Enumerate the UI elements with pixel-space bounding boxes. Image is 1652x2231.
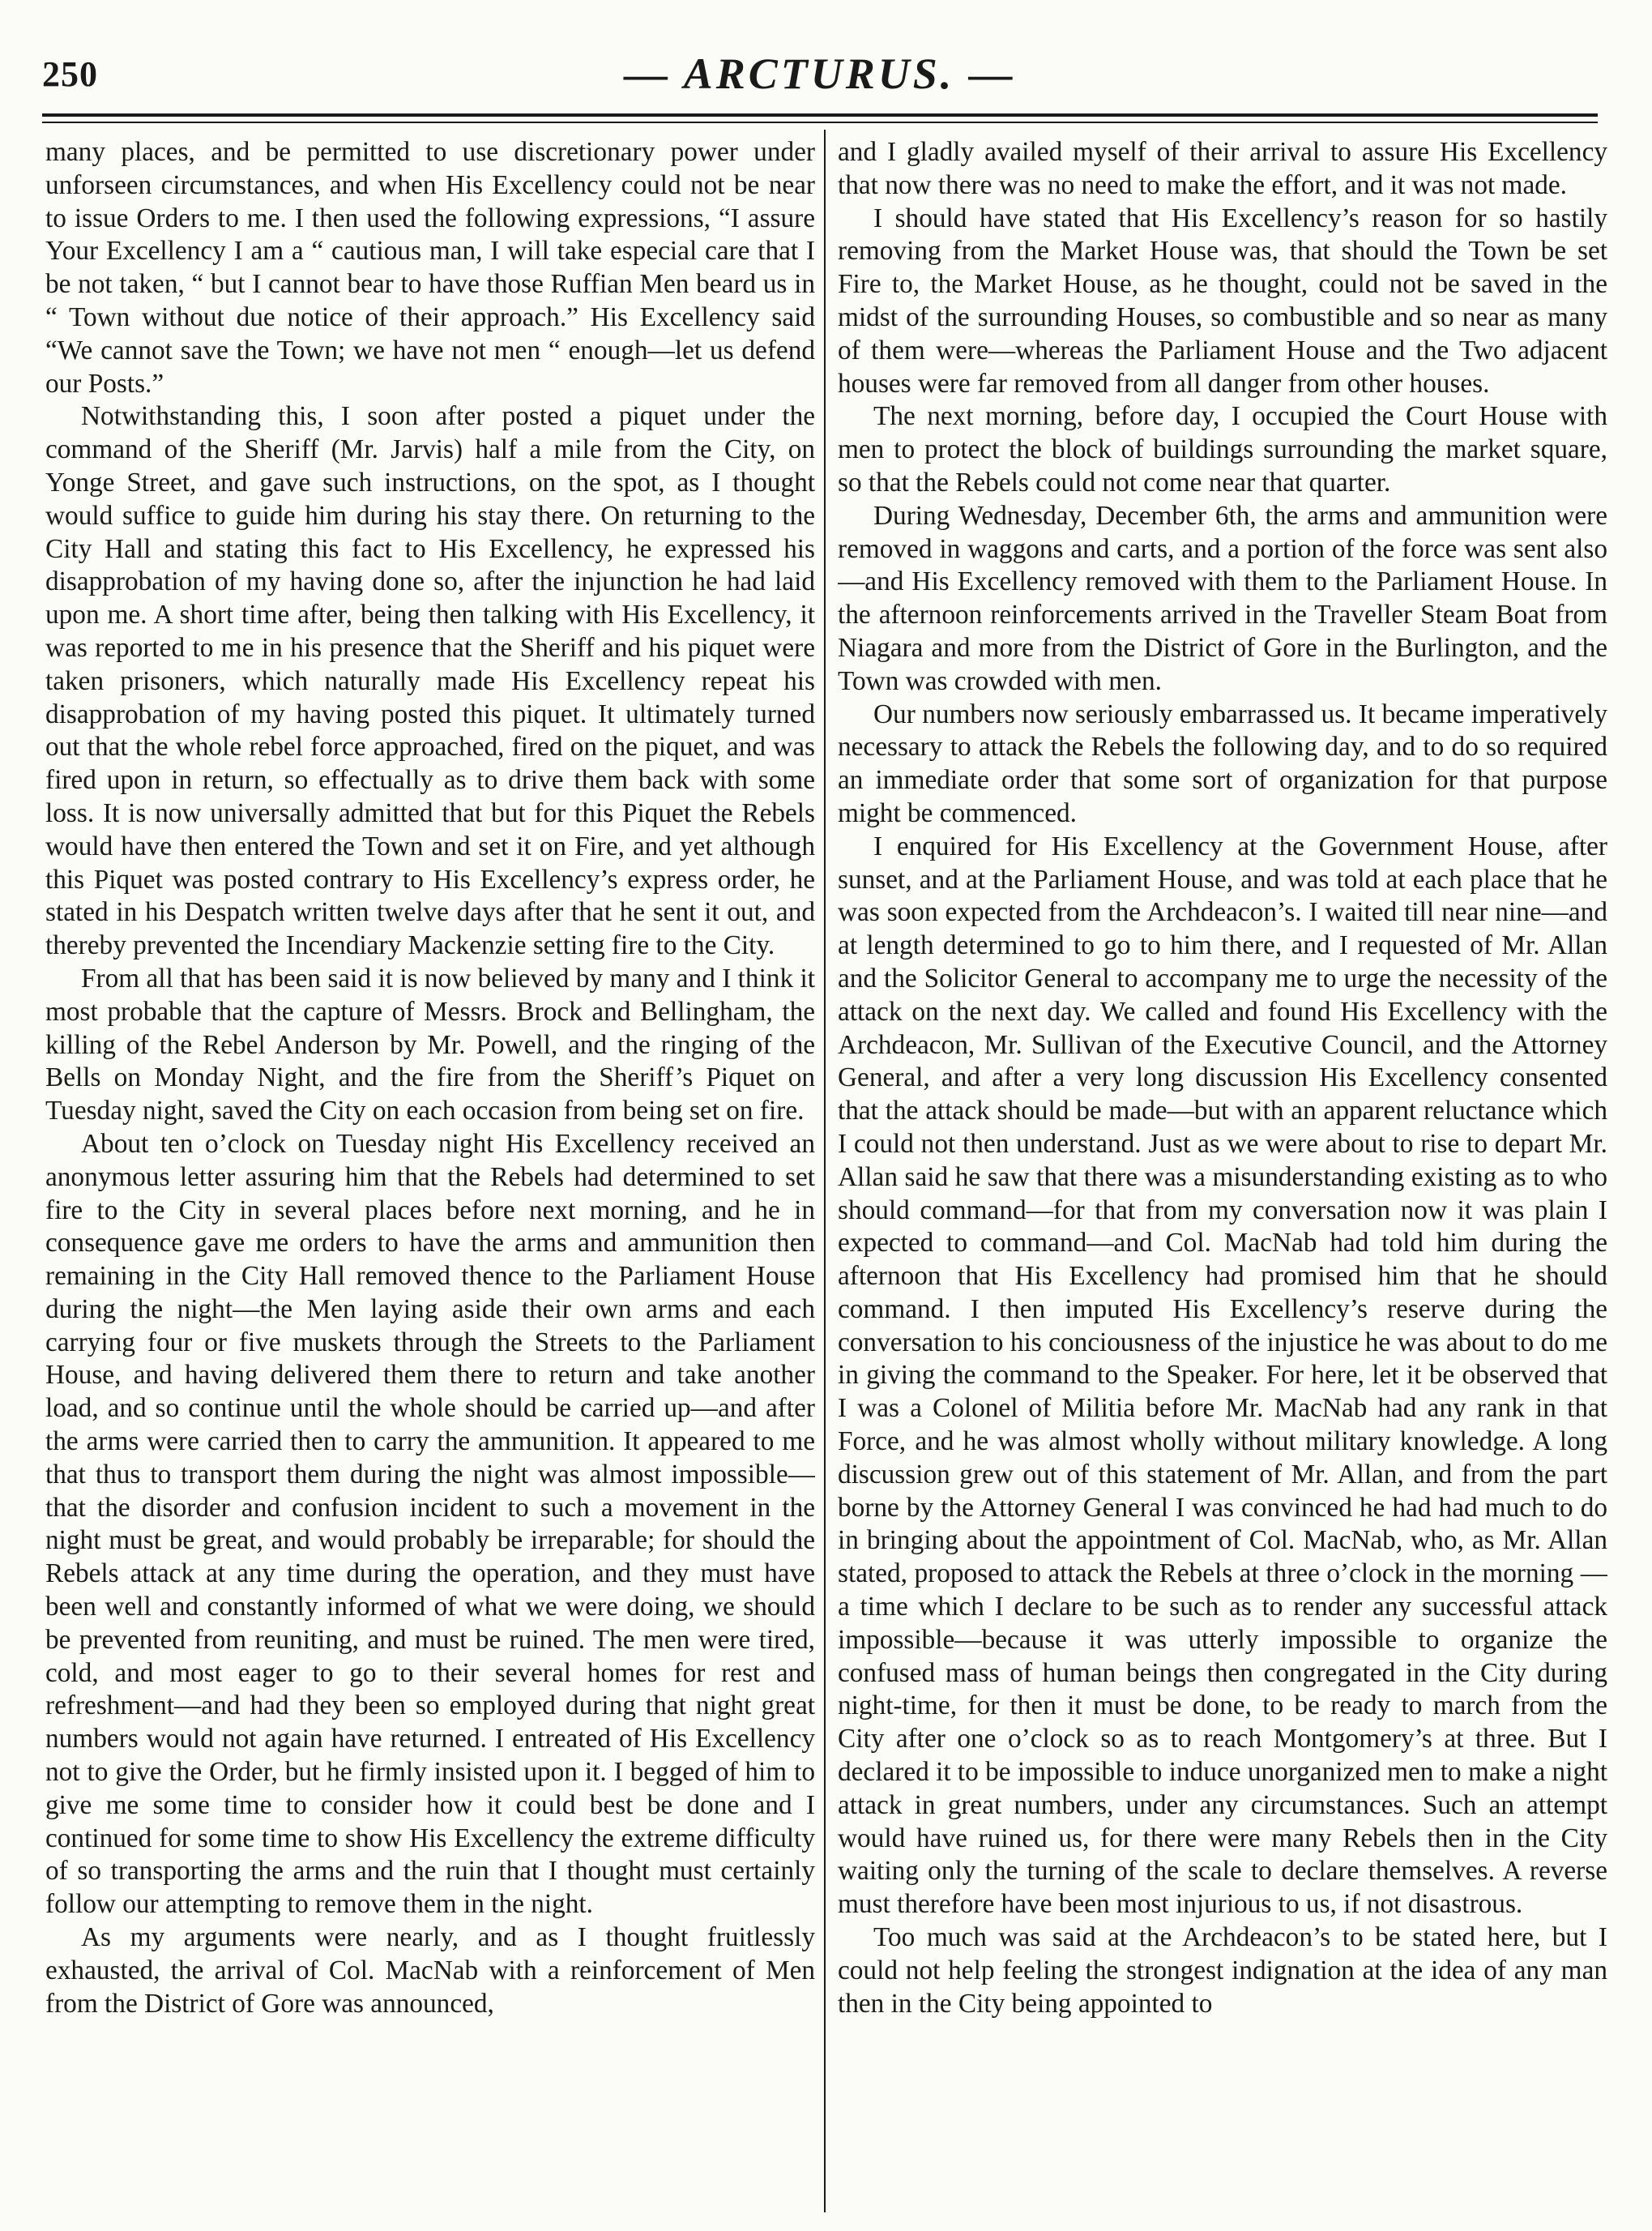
paragraph: Notwithstanding this, I soon after posted a piquet under the command of the Sheriff (Mr. Jarvis) half a mile from the City, on Yonge Street, and gave such instructions, on the spot, as I thought would suffice to guide him during his stay there. On returning to the City Hall and stating this fact to His Excellency, he expressed his disapprobation of my having done so, after the injunction he had laid upon me. A short time after, being then talking with His Excellency, it was reported to me in his presence that the Sheriff and his piquet were taken prisoners, which naturally made His Excellency repeat his disapprobation of my having posted this piquet. It ultimately turned out that the whole rebel force approached, fired on the piquet, and was fired upon in return, so effectually as to drive them back with some loss. It is now universally admitted that but for this Piquet the Rebels would have then entered the Town and set it on Fire, and yet although this Piquet was posted contrary to His Excellency’s express order, he stated in his Despatch written twelve days after that he sent it out, and thereby prevented the Incendiary Mackenzie setting fire to the City. <box>45 401 815 961</box>
paragraph: Our numbers now seriously embarrassed us. It became imperatively necessary to attack the Rebels the following day, and to do so required an immediate order that some sort of organization for that purpose might be commenced. <box>838 699 1607 828</box>
header-rule-thin <box>42 122 1598 123</box>
paragraph: The next morning, before day, I occupied the Court House with men to protect the block of buildings surrounding the market square, so that the Rebels could not come near that quarter. <box>838 401 1607 498</box>
running-title: — ARCTURUS. — <box>624 49 1016 98</box>
paragraph: About ten o’clock on Tuesday night His Excellency received an anonymous letter assuring him that the Rebels had determined to set fire to the City in several places before next morning, and he in consequence gave me orders to have the arms and ammunition then remaining in the City Hall removed thence to the Parliament House during the night—the Men laying aside their own arms and each carrying four or five muskets through the Streets to the Parliament House, and having delivered them there to return and take another load, and so continue until the whole should be carried up—and after the arms were carried then to carry the ammunition. It appeared to me that thus to transport them during the night was almost impossible—that the disorder and confusion incident to such a movement in the night must be great, and would probably be irreparable; for should the Rebels attack at any time during the operation, and they must have been well and constantly informed of what we were doing, we should be prevented from reuniting, and must be ruined. The men were tired, cold, and most eager to go to their several homes for rest and refreshment—and had they been so employed during that night great numbers would not again have returned. I entreated of His Excellency not to give the Order, but he firmly insisted upon it. I begged of him to give me some time to consider how it could best be done and I continued for some time to show His Excellency the extreme difficulty of so transporting the arms and the ruin that I thought must certainly follow our attempting to remove them in the night. <box>45 1128 815 1920</box>
paragraph: and I gladly availed myself of their arrival to assure His Excellency that now there was no need to make the effort, and it was not made. <box>838 137 1607 200</box>
paragraph: As my arguments were nearly, and as I thought fruitlessly exhausted, the arrival of Col. MacNab with a reinforcement of Men from the District of Gore was announced, <box>45 1922 815 2019</box>
page-header <box>42 45 1598 118</box>
right-column <box>838 136 1607 2203</box>
page-number: 250 <box>42 54 98 94</box>
left-column <box>45 136 815 2203</box>
paragraph: many places, and be permitted to use discretionary power under unforseen circumstances, and when His Excellency could not be near to issue Orders to me. I then used the following expressions, “I assure Your Excellency I am a “ cautious man, I will take especial care that I be not taken, “ but I cannot bear to have those Ruffian Men beard us in “ Town without due notice of their approach.” His Excellency said “We cannot save the Town; we have not men “ enough—let us defend our Posts.” <box>45 137 815 399</box>
column-divider <box>824 130 826 2212</box>
paragraph: I enquired for His Excellency at the Government House, after sunset, and at the Parliament House, and was told at each place that he was soon expected from the Archdeacon’s. I waited till near nine—and at length determined to go to him there, and I requested of Mr. Allan and the Solicitor General to accompany me to urge the necessity of the attack on the next day. We called and found His Excellency with the Archdeacon, Mr. Sullivan of the Executive Council, and the Attorney General, and after a very long discussion His Excellency consented that the attack should be made—but with an apparent reluctance which I could not then understand. Just as we were about to rise to depart Mr. Allan said he saw that there was a misunderstanding existing as to who should command—for that from my conversation now it was plain I expected to command—and Col. MacNab had told him during the afternoon that His Excellency had promised him that he should command. I then imputed His Excellency’s reserve during the conversation to his conciousness of the injustice he was about to do me in giving the command to the Speaker. For here, let it be observed that I was a Colonel of Militia before Mr. MacNab had any rank in that Force, and he was almost wholly without military knowledge. A long discussion grew out of this statement of Mr. Allan, and from the part borne by the Attorney General I was convinced he had had much to do in bringing about the appointment of Col. MacNab, who, as Mr. Allan stated, proposed to attack the Rebels at three o’clock in the morning —a time which I declare to be such as to render any successful attack impossible—because it was utterly impossible to organize the confused mass of human beings then congregated in the City during night-time, for then it must be done, to be ready to march from the City after one o’clock so as to reach Montgomery’s at three. But I declared it to be impossible to induce unorganized men to make a night attack in great numbers, under any circumstances. Such an attempt would have ruined us, for there were many Rebels then in the City waiting only the turning of the scale to declare themselves. A reverse must therefore have been most injurious to us, if not disastrous. <box>838 831 1607 1920</box>
paragraph: From all that has been said it is now believed by many and I think it most probable that the capture of Messrs. Brock and Bellingham, the killing of the Rebel Anderson by Mr. Powell, and the ringing of the Bells on Monday Night, and the fire from the Sheriff’s Piquet on Tuesday night, saved the City on each occasion from being set on fire. <box>45 963 815 1126</box>
paragraph: I should have stated that His Excellency’s reason for so hastily removing from the Market House was, that should the Town be set Fire to, the Market House, as he thought, could not be saved in the midst of the surrounding Houses, so combustible and so near as many of them were—whereas the Parliament House and the Two adjacent houses were far removed from all danger from other houses. <box>838 203 1607 399</box>
paragraph: Too much was said at the Archdeacon’s to be stated here, but I could not help feeling the strongest indignation at the idea of any man then in the City being appointed to <box>838 1922 1607 2019</box>
paragraph: During Wednesday, December 6th, the arms and ammunition were removed in waggons and carts, and a portion of the force was sent also—and His Excellency removed with them to the Parliament House. In the afternoon reinforcements arrived in the Traveller Steam Boat from Niagara and more from the District of Gore in the Burlington, and the Town was crowded with men. <box>838 500 1607 696</box>
header-rule-thick <box>42 113 1598 117</box>
